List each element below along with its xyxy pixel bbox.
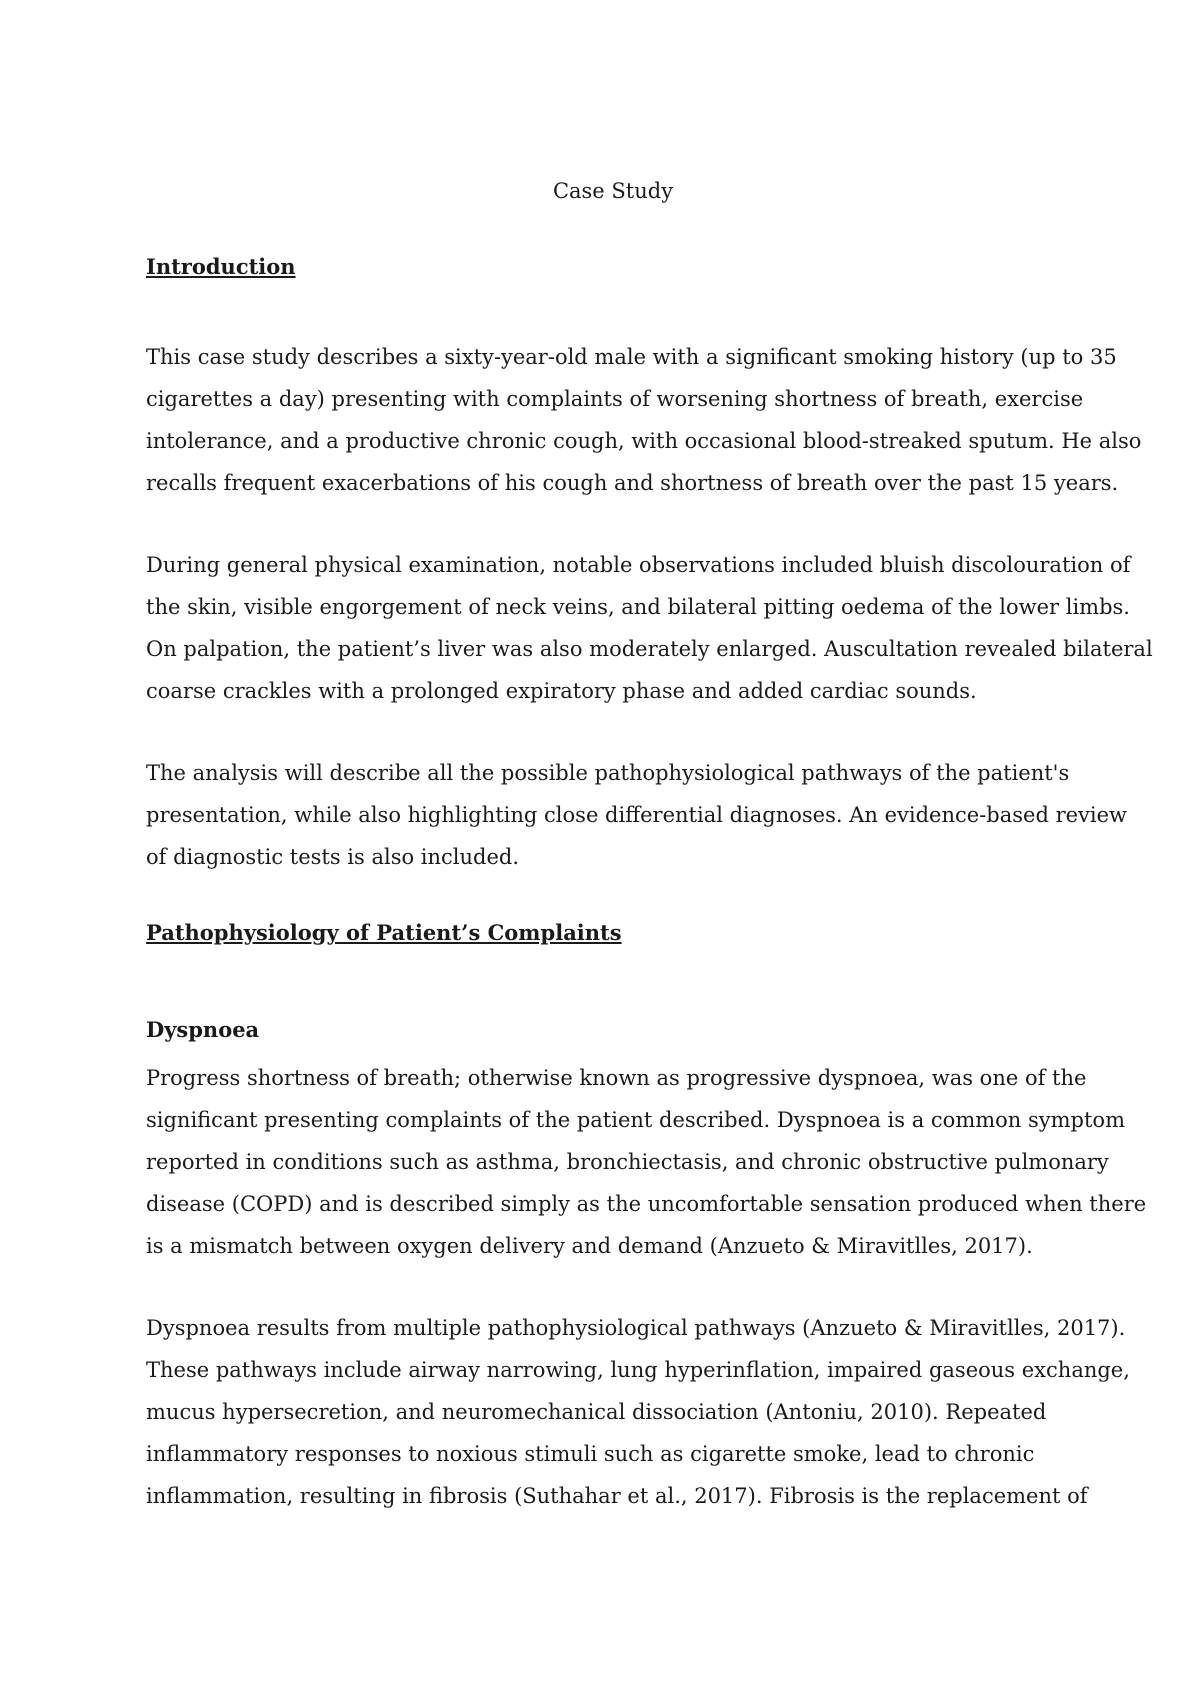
introduction-paragraph-2 — [146, 544, 1153, 712]
text-line: inflammatory responses to noxious stimuli such as cigarette smoke, lead to chronic — [146, 1442, 1035, 1466]
text-line: Progress shortness of breath; otherwise known as progressive dyspnoea, was one of the — [146, 1066, 1087, 1090]
introduction-heading: Introduction — [146, 254, 296, 279]
text-line: intolerance, and a productive chronic cough, with occasional blood-streaked sputum. He also — [146, 429, 1142, 453]
text-line: coarse crackles with a prolonged expiratory phase and added cardiac sounds. — [146, 679, 977, 703]
text-line: the skin, visible engorgement of neck veins, and bilateral pitting oedema of the lower limbs. — [146, 595, 1130, 619]
dyspnoea-paragraph-2 — [146, 1307, 1130, 1517]
text-line: of diagnostic tests is also included. — [146, 845, 520, 869]
text-line: On palpation, the patient’s liver was also moderately enlarged. Auscultation revealed bilateral — [146, 637, 1153, 661]
text-line: disease (COPD) and is described simply as the uncomfortable sensation produced when there — [146, 1192, 1147, 1216]
text-line: is a mismatch between oxygen delivery and demand (Anzueto & Miravitlles, 2017). — [146, 1234, 1033, 1258]
dyspnoea-heading: Dyspnoea — [146, 1017, 260, 1042]
text-line: reported in conditions such as asthma, bronchiectasis, and chronic obstructive pulmonary — [146, 1150, 1109, 1174]
text-line: These pathways include airway narrowing, lung hyperinflation, impaired gaseous exchange, — [146, 1358, 1130, 1382]
text-line: cigarettes a day) presenting with complaints of worsening shortness of breath, exercise — [146, 387, 1084, 411]
text-line: During general physical examination, notable observations included bluish discolouration of — [146, 553, 1131, 577]
text-line: presentation, while also highlighting close differential diagnoses. An evidence-based review — [146, 803, 1128, 827]
text-line: significant presenting complaints of the patient described. Dyspnoea is a common symptom — [146, 1108, 1125, 1132]
introduction-paragraph-3 — [146, 752, 1128, 878]
text-line: The analysis will describe all the possible pathophysiological pathways of the patient's — [146, 761, 1070, 785]
text-line: inflammation, resulting in fibrosis (Suthahar et al., 2017). Fibrosis is the replacement of — [146, 1484, 1088, 1508]
text-line: This case study describes a sixty-year-old male with a significant smoking history (up to 35 — [146, 345, 1117, 369]
document-page — [146, 176, 1153, 1557]
dyspnoea-paragraph-1 — [146, 1057, 1147, 1267]
pathophysiology-heading: Pathophysiology of Patient’s Complaints — [146, 920, 622, 945]
document-title: Case Study — [552, 179, 674, 203]
text-line: recalls frequent exacerbations of his cough and shortness of breath over the past 15 years. — [146, 471, 1119, 495]
introduction-paragraph-1 — [146, 336, 1142, 504]
text-line: mucus hypersecretion, and neuromechanical dissociation (Antoniu, 2010). Repeated — [146, 1400, 1047, 1424]
text-line: Dyspnoea results from multiple pathophysiological pathways (Anzueto & Miravitlles, 2017). — [146, 1316, 1126, 1340]
